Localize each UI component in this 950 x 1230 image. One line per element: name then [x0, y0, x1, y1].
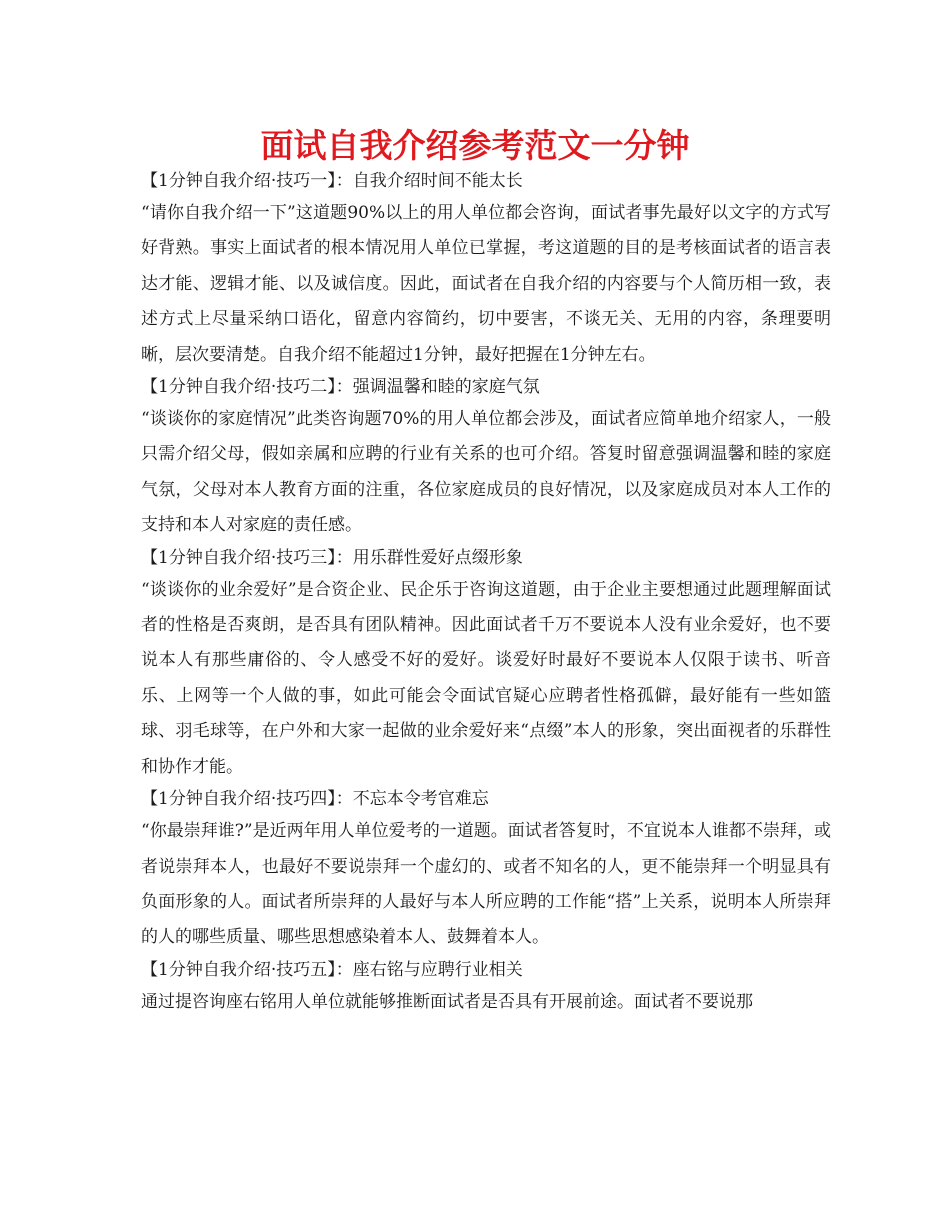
section-4 [141, 785, 831, 956]
section-paragraph: 通过提咨询座右铭用人单位就能够推断面试者是否具有开展前途。面试者不要说那 [141, 991, 753, 1012]
section-heading: 【1分钟自我介绍·技巧二】：强调温馨和睦的家庭气氛 [141, 377, 540, 398]
section-heading: 【1分钟自我介绍·技巧五】：座右铭与应聘行业相关 [141, 959, 523, 980]
section-heading: 【1分钟自我介绍·技巧四】：不忘本令考官难忘 [141, 789, 489, 810]
document-body [141, 167, 831, 1020]
section-paragraph: “你最崇拜谁?”是近两年用人单位爱考的一道题。面试者答复时，不宜说本人谁都不崇拜，或者说崇拜本人，也最好不要说崇拜一个虚幻的、或者不知名的人，更不能崇拜一个明显具有负面形象的人。面试者所崇拜的人最好与本人所应聘的工作能“搭”上关系，说明本人所崇拜的人的哪些质量、哪些思想感染着本人、鼓舞着本人。 [141, 821, 831, 948]
section-5 [141, 956, 831, 1020]
section-paragraph: “谈谈你的业余爱好”是合资企业、民企乐于咨询这道题，由于企业主要想通过此题理解面试者的性格是否爽朗，是否具有团队精神。因此面试者千万不要说本人没有业余爱好，也不要说本人有那些庸俗的、令人感受不好的爱好。谈爱好时最好不要说本人仅限于读书、听音乐、上网等一个人做的事，如此可能会令面试官疑心应聘者性格孤僻，最好能有一些如篮球、羽毛球等，在户外和大家一起做的业余爱好来“点缀”本人的形象，突出面视者的乐群性和协作才能。 [141, 579, 831, 777]
section-1 [141, 167, 831, 373]
section-3 [141, 544, 831, 785]
section-paragraph: “谈谈你的家庭情况”此类咨询题70%的用人单位都会涉及，面试者应简单地介绍家人，一般只需介绍父母，假如亲属和应聘的行业有关系的也可介绍。答复时留意强调温馨和睦的家庭气氛，父母对本人教育方面的注重，各位家庭成员的良好情况，以及家庭成员对本人工作的支持和本人对家庭的责任感。 [141, 409, 831, 536]
section-heading: 【1分钟自我介绍·技巧一】：自我介绍时间不能太长 [141, 171, 523, 191]
page-title: 面试自我介绍参考范文一分钟 [260, 126, 690, 165]
section-2 [141, 373, 831, 544]
section-heading: 【1分钟自我介绍·技巧三】：用乐群性爱好点缀形象 [141, 547, 523, 568]
section-paragraph: “请你自我介绍一下”这道题90%以上的用人单位都会咨询，面试者事先最好以文字的方式写好背熟。事实上面试者的根本情况用人单位已掌握，考这道题的目的是考核面试者的语言表达才能、逻辑才能、以及诚信度。因此，面试者在自我介绍的内容要与个人简历相一致，表述方式上尽量采纳口语化，留意内容简约，切中要害，不谈无关、无用的内容，条理要明晰，层次要清楚。自我介绍不能超过1分钟，最好把握在1分钟左右。 [141, 203, 831, 365]
